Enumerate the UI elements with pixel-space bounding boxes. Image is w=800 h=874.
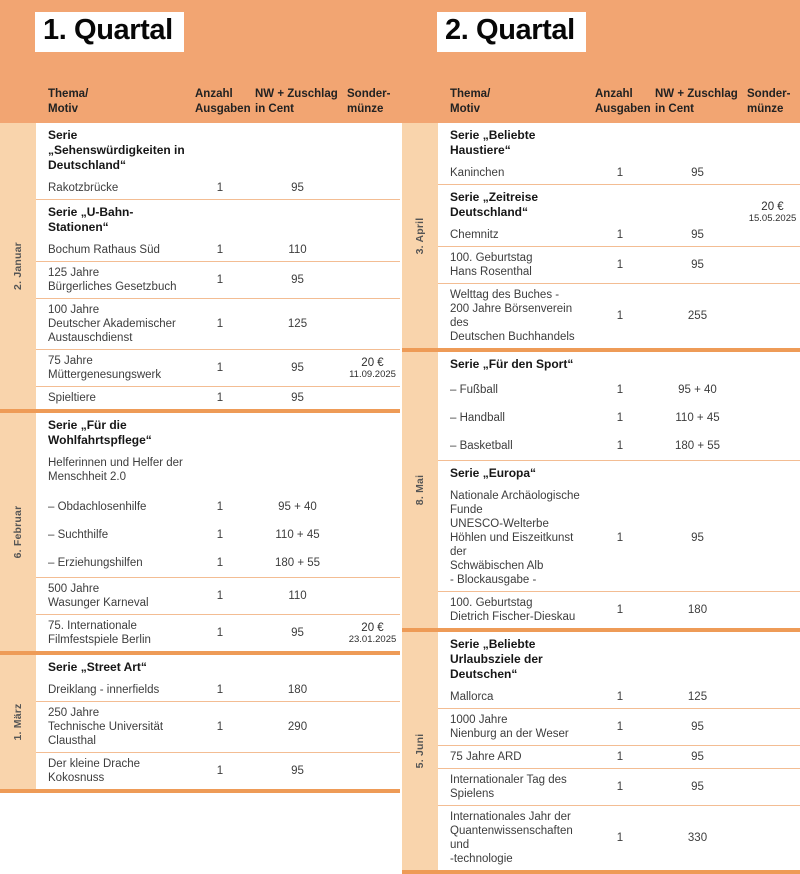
nw-cell: 95: [691, 259, 704, 271]
motiv-line: Internationaler Tag des: [450, 774, 567, 786]
sonder-amount: 20 €: [761, 201, 784, 213]
motiv-line: Bürgerliches Gesetzbuch: [48, 281, 177, 293]
nw-cell: 125: [687, 691, 708, 703]
motiv-line: 1000 Jahre: [450, 714, 508, 726]
sonder-coin: [345, 357, 400, 380]
motiv-cell: [438, 383, 590, 397]
column-header-anzahl: [590, 87, 650, 117]
motiv-cell: [438, 637, 590, 682]
table-row: [438, 432, 800, 460]
column-header-anzahl: [190, 87, 250, 117]
motiv-cell: [36, 683, 190, 697]
nw-cell: 110 + 45: [675, 412, 720, 424]
motiv-cell: [438, 810, 590, 866]
motiv-line: Deutschen Buchhandels: [450, 331, 575, 343]
nw-cell: 95: [691, 229, 704, 241]
motiv-cell: [438, 713, 590, 741]
month-column: [402, 632, 438, 870]
table-row: [438, 805, 800, 870]
motiv-cell: [438, 439, 590, 453]
table-row: [438, 283, 800, 348]
motiv-cell: [36, 266, 190, 294]
table-body: [0, 123, 400, 793]
nw-cell: 180: [287, 684, 308, 696]
month-label: 6. Februar: [12, 505, 24, 559]
motiv-line: Dreiklang - innerfields: [48, 684, 160, 696]
sonder-date: 23.01.2025: [348, 633, 397, 645]
nw-cell: 95: [691, 532, 704, 544]
motiv-cell: [36, 205, 190, 235]
anzahl-cell: 1: [216, 244, 224, 256]
table-row: [36, 577, 400, 614]
motiv-line: Müttergenesungswerk: [48, 369, 162, 381]
motiv-line: Spieltiere: [48, 392, 96, 404]
series-header-row: [438, 352, 800, 376]
month-column: [0, 655, 36, 789]
column-header-nw: [250, 87, 345, 117]
motiv-cell: [438, 288, 590, 344]
table-row: [36, 239, 400, 261]
motiv-line: Schwäbischen Alb: [450, 560, 544, 572]
motiv-line: – Suchthilfe: [48, 529, 109, 541]
table-row: [438, 404, 800, 432]
column-header-sonder: [345, 87, 400, 117]
column-header-motiv: [438, 87, 590, 117]
series-header-row: [438, 123, 800, 162]
rows-container: [36, 413, 400, 651]
month-section: [0, 409, 400, 651]
motiv-line: 250 Jahre: [48, 707, 100, 719]
motiv-line: 75. Internationale: [48, 620, 137, 632]
anzahl-cell: 1: [616, 167, 624, 179]
month-column: [402, 123, 438, 348]
motiv-line: Menschheit 2.0: [48, 471, 126, 483]
sonder-coin: [345, 622, 400, 645]
sonder-cell: [345, 357, 400, 380]
anzahl-cell: 1: [216, 529, 224, 541]
motiv-line: Serie „U-Bahn-Stationen“: [48, 205, 134, 234]
anzahl-cell: 1: [616, 229, 624, 241]
series-header-row: [438, 184, 800, 224]
anzahl-cell: 1: [216, 557, 224, 569]
anzahl-cell: 1: [616, 832, 624, 844]
table-row: [36, 752, 400, 789]
nw-cell: 95: [691, 781, 704, 793]
rows-container: [438, 352, 800, 628]
quarter-title-box: [35, 12, 184, 52]
nw-cell: 110: [288, 244, 307, 256]
nw-cell: 255: [687, 310, 708, 322]
motiv-cell: [36, 418, 190, 448]
column-header-line: Sonder-: [347, 88, 391, 100]
nw-cell: 95 + 40: [278, 501, 317, 513]
sonder-coin: [745, 201, 800, 224]
column-header-nw: [650, 87, 745, 117]
nw-cell: 95: [691, 751, 704, 763]
table-row: [36, 452, 400, 493]
motiv-line: Deutscher Akademischer: [48, 318, 176, 330]
motiv-line: – Basketball: [450, 440, 513, 452]
anzahl-cell: 1: [616, 721, 624, 733]
table-row: [438, 745, 800, 768]
table-row: [36, 349, 400, 386]
quarter-title: 1. Quartal: [43, 14, 173, 46]
motiv-line: Serie „Sehenswürdigkeiten in Deutschland“: [48, 128, 185, 172]
sonder-date: 11.09.2025: [349, 368, 396, 380]
table-row: [438, 686, 800, 708]
motiv-cell: [438, 251, 590, 279]
nw-cell: 180 + 55: [274, 557, 321, 569]
month-section: [402, 628, 800, 870]
motiv-line: 100. Geburtstag: [450, 597, 533, 609]
motiv-line: Serie „Beliebte Haustiere“: [450, 128, 536, 157]
table-row: [438, 246, 800, 283]
anzahl-cell: 1: [616, 604, 624, 616]
quarter-column-2: [402, 0, 800, 865]
motiv-cell: [36, 456, 190, 484]
anzahl-cell: 1: [616, 751, 624, 763]
motiv-line: Höhlen und Eiszeitkunst der: [450, 532, 574, 558]
anzahl-cell: 1: [216, 721, 224, 733]
anzahl-cell: 1: [216, 392, 224, 404]
column-header-line: Motiv: [450, 103, 481, 115]
motiv-line: 75 Jahre: [48, 355, 93, 367]
month-section: [402, 348, 800, 628]
series-header-row: [438, 460, 800, 485]
motiv-line: Rakotzbrücke: [48, 182, 119, 194]
table-row: [36, 521, 400, 549]
motiv-line: Serie „Für den Sport“: [450, 357, 574, 371]
nw-cell: 125: [287, 318, 308, 330]
anzahl-cell: 1: [616, 781, 624, 793]
column-header-line: münze: [347, 103, 384, 115]
table-row: [438, 768, 800, 805]
rows-container: [36, 655, 400, 789]
table-row: [438, 485, 800, 591]
month-section: [0, 651, 400, 789]
table-row: [36, 549, 400, 577]
table-row: [438, 224, 800, 246]
anzahl-cell: 1: [616, 259, 624, 271]
nw-cell: 110 + 45: [275, 529, 320, 541]
motiv-line: Wasunger Karneval: [48, 597, 149, 609]
motiv-cell: [438, 596, 590, 624]
motiv-cell: [36, 556, 190, 570]
anzahl-cell: 1: [216, 501, 224, 513]
sonder-amount: 20 €: [361, 621, 384, 634]
motiv-line: Spielens: [450, 788, 495, 800]
month-section: [0, 123, 400, 409]
motiv-line: Serie „Europa“: [450, 466, 537, 480]
series-header-row: [36, 199, 400, 239]
nw-cell: 290: [287, 721, 308, 733]
motiv-cell: [438, 357, 590, 372]
nw-cell: 95: [291, 392, 304, 404]
table-row: [36, 493, 400, 521]
nw-cell: 95: [291, 182, 304, 194]
motiv-cell: [36, 128, 190, 173]
motiv-line: 75 Jahre ARD: [450, 751, 522, 763]
column-header-line: NW + Zuschlag: [255, 88, 338, 100]
motiv-cell: [438, 166, 590, 180]
motiv-cell: [36, 660, 190, 675]
column-header-line: Ausgaben: [595, 103, 651, 115]
motiv-cell: [36, 582, 190, 610]
motiv-line: – Handball: [450, 412, 505, 424]
motiv-line: 125 Jahre: [48, 267, 100, 279]
table-row: [438, 376, 800, 404]
motiv-line: - Blockausgabe -: [450, 574, 537, 586]
motiv-line: Quantenwissenschaften und: [450, 825, 573, 851]
series-header-row: [438, 632, 800, 686]
nw-cell: 95: [291, 765, 304, 777]
motiv-line: – Fußball: [450, 384, 498, 396]
anzahl-cell: 1: [616, 440, 624, 452]
motiv-cell: [36, 354, 190, 382]
motiv-line: 100. Geburtstag: [450, 252, 533, 264]
month-label: 5. Juni: [414, 733, 426, 769]
column-header-line: Anzahl: [595, 88, 633, 100]
motiv-line: Internationales Jahr der: [450, 811, 571, 823]
motiv-line: Serie „Street Art“: [48, 660, 147, 674]
anzahl-cell: 1: [616, 691, 624, 703]
sonder-amount: 20 €: [361, 356, 384, 369]
motiv-line: Chemnitz: [450, 229, 499, 241]
motiv-line: Hans Rosenthal: [450, 266, 532, 278]
series-header-row: [36, 123, 400, 177]
rows-container: [438, 123, 800, 348]
motiv-line: Mallorca: [450, 691, 494, 703]
motiv-cell: [438, 466, 590, 481]
motiv-cell: [438, 690, 590, 704]
nw-cell: 110: [288, 590, 307, 602]
rows-container: [36, 123, 400, 409]
motiv-cell: [438, 128, 590, 158]
motiv-cell: [36, 757, 190, 785]
table-row: [438, 162, 800, 184]
motiv-line: Austauschdienst: [48, 332, 133, 344]
motiv-line: 200 Jahre Börsenverein des: [450, 303, 573, 329]
nw-cell: 95: [291, 362, 304, 374]
motiv-line: Serie „Für die Wohlfahrtspflege“: [48, 418, 152, 447]
motiv-cell: [438, 190, 590, 220]
motiv-cell: [36, 303, 190, 345]
table-body: [402, 123, 800, 874]
column-header-line: Anzahl: [195, 88, 233, 100]
anzahl-cell: 1: [616, 310, 624, 322]
anzahl-cell: 1: [216, 627, 224, 639]
anzahl-cell: 1: [216, 684, 224, 696]
motiv-line: Clausthal: [48, 735, 96, 747]
motiv-line: UNESCO-Welterbe: [450, 518, 549, 530]
motiv-line: Nienburg an der Weser: [450, 728, 569, 740]
anzahl-cell: 1: [216, 590, 224, 602]
column-header-line: münze: [747, 103, 784, 115]
anzahl-cell: 1: [616, 412, 624, 424]
month-column: [0, 123, 36, 409]
table-row: [36, 614, 400, 651]
motiv-cell: [438, 750, 590, 764]
column-header-sonder: [745, 87, 800, 117]
motiv-cell: [36, 619, 190, 647]
anzahl-cell: 1: [216, 182, 224, 194]
table-row: [438, 708, 800, 745]
motiv-cell: [36, 500, 190, 514]
rows-container: [438, 632, 800, 870]
nw-cell: 95: [691, 721, 704, 733]
series-header-row: [36, 413, 400, 452]
month-label: 8. Mai: [414, 474, 426, 506]
sonder-date: 15.05.2025: [748, 213, 797, 224]
motiv-line: Der kleine Drache Kokosnuss: [48, 758, 141, 784]
motiv-line: – Obdachlosenhilfe: [48, 501, 147, 513]
anzahl-cell: 1: [616, 384, 624, 396]
motiv-line: Funde: [450, 504, 483, 516]
motiv-line: Welttag des Buches -: [450, 289, 560, 301]
motiv-line: -technologie: [450, 853, 513, 865]
motiv-cell: [36, 391, 190, 405]
motiv-line: 100 Jahre: [48, 304, 100, 316]
column-header-line: Ausgaben: [195, 103, 251, 115]
table-row: [36, 298, 400, 349]
motiv-line: Nationale Archäologische: [450, 490, 580, 502]
motiv-line: 500 Jahre: [48, 583, 100, 595]
motiv-line: Technische Universität: [48, 721, 164, 733]
column-header-line: Sonder-: [747, 88, 791, 100]
motiv-cell: [36, 243, 190, 257]
table-row: [36, 177, 400, 199]
table-row: [438, 591, 800, 628]
motiv-cell: [438, 489, 590, 587]
month-column: [402, 352, 438, 628]
series-header-row: [36, 655, 400, 679]
table-row: [36, 679, 400, 701]
anzahl-cell: 1: [216, 362, 224, 374]
nw-cell: 95: [291, 627, 304, 639]
anzahl-cell: 1: [216, 765, 224, 777]
motiv-cell: [36, 181, 190, 195]
column-header-line: NW + Zuschlag: [655, 88, 738, 100]
anzahl-cell: 1: [216, 318, 224, 330]
motiv-line: Kaninchen: [450, 167, 505, 179]
motiv-line: Filmfestspiele Berlin: [48, 634, 151, 646]
motiv-line: Bochum Rathaus Süd: [48, 244, 160, 256]
motiv-cell: [36, 528, 190, 542]
nw-cell: 95: [291, 274, 304, 286]
month-label: 2. Januar: [12, 242, 24, 290]
anzahl-cell: 1: [616, 532, 624, 544]
table-column-headers: [0, 87, 400, 117]
sonder-cell: [345, 622, 400, 645]
motiv-cell: [438, 411, 590, 425]
quarter-title: 2. Quartal: [445, 14, 575, 46]
quarter-column-1: [0, 0, 400, 797]
nw-cell: 180 + 55: [674, 440, 721, 452]
motiv-cell: [36, 706, 190, 748]
motiv-line: Helferinnen und Helfer der: [48, 457, 183, 469]
quarter-title-box: [437, 12, 586, 52]
column-header-line: in Cent: [655, 103, 694, 115]
nw-cell: 95: [691, 167, 704, 179]
motiv-line: Serie „Zeitreise Deutschland“: [450, 190, 539, 219]
motiv-line: Serie „Beliebte Urlaubsziele der Deutschen“: [450, 637, 543, 681]
table-row: [36, 386, 400, 409]
table-column-headers: [402, 87, 800, 117]
motiv-line: Dietrich Fischer-Dieskau: [450, 611, 576, 623]
month-section: [402, 123, 800, 348]
motiv-line: – Erziehungshilfen: [48, 557, 143, 569]
column-header-line: Thema/: [450, 88, 491, 100]
month-label: 1. März: [12, 703, 24, 741]
nw-cell: 330: [687, 832, 708, 844]
motiv-cell: [438, 228, 590, 242]
month-column: [0, 413, 36, 651]
column-header-line: in Cent: [255, 103, 294, 115]
anzahl-cell: 1: [216, 274, 224, 286]
column-header-line: Thema/: [48, 88, 89, 100]
column-header-motiv: [36, 87, 190, 117]
nw-cell: 180: [687, 604, 708, 616]
table-row: [36, 701, 400, 752]
nw-cell: 95 + 40: [678, 384, 717, 396]
month-label: 3. April: [414, 217, 426, 254]
table-row: [36, 261, 400, 298]
column-header-line: Motiv: [48, 103, 79, 115]
